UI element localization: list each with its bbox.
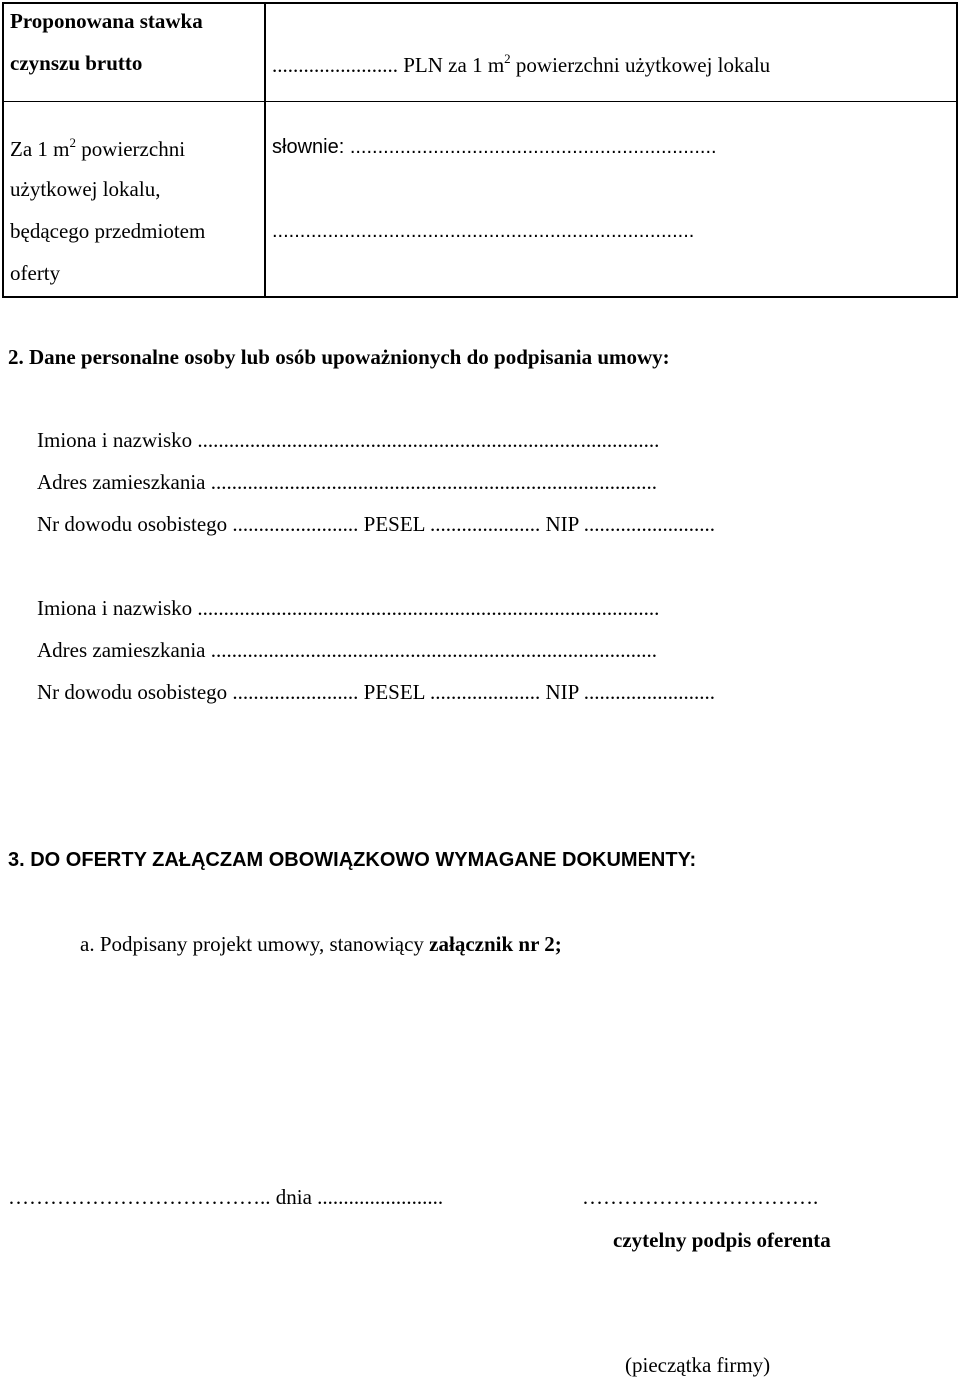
rate-label-line1: Proponowana stawka xyxy=(10,9,203,33)
amount-in-words-continuation[interactable]: ............................................................................ xyxy=(272,220,695,242)
per-m2-prefix: Za 1 m xyxy=(10,137,70,161)
person1-id-field[interactable]: Nr dowodu osobistego ........................ PESEL ..................... NIP ......................... xyxy=(37,512,716,536)
company-stamp-label: (pieczątka firmy) xyxy=(625,1353,771,1377)
place-date-field[interactable]: ……………………………….. dnia ........................ xyxy=(8,1185,444,1209)
per-m2-label-line4: oferty xyxy=(10,261,61,285)
offer-rate-table xyxy=(2,2,958,298)
person2-name-field[interactable]: Imiona i nazwisko ........................................................................................ xyxy=(37,596,660,620)
attachment-item-a-text: a. Podpisany projekt umowy, stanowiący xyxy=(80,932,430,956)
amount-in-words-field[interactable]: słownie: .................................................................. xyxy=(272,136,717,158)
rate-label-line2: czynszu brutto xyxy=(10,51,143,75)
section2-heading: 2. Dane personalne osoby lub osób upoważnionych do podpisania umowy: xyxy=(8,345,670,369)
rate-value-field[interactable] xyxy=(272,53,770,76)
person1-name-field[interactable]: Imiona i nazwisko ........................................................................................ xyxy=(37,428,660,452)
rate-value-sup: 2 xyxy=(504,51,511,66)
person1-address-field[interactable]: Adres zamieszkania ..................................................................................... xyxy=(37,470,658,494)
person2-address-field[interactable]: Adres zamieszkania ..................................................................................... xyxy=(37,638,658,662)
table-row-divider xyxy=(4,101,956,102)
signature-line[interactable]: ……………………………. xyxy=(582,1185,819,1209)
rate-value-suffix: powierzchni użytkowej lokalu xyxy=(510,53,771,77)
section3-heading: 3. DO OFERTY ZAŁĄCZAM OBOWIĄZKOWO WYMAGANE DOKUMENTY: xyxy=(8,849,697,871)
attachment-item-a-ref: załącznik nr 2; xyxy=(429,932,562,956)
attachment-item-a xyxy=(80,934,562,955)
per-m2-label-line1 xyxy=(10,137,185,160)
signature-label: czytelny podpis oferenta xyxy=(613,1228,831,1252)
rate-value-prefix: ........................ PLN za 1 m xyxy=(272,53,505,77)
per-m2-sup: 2 xyxy=(69,135,76,150)
person2-id-field[interactable]: Nr dowodu osobistego ........................ PESEL ..................... NIP ......................... xyxy=(37,680,716,704)
per-m2-suffix: powierzchni xyxy=(75,137,186,161)
per-m2-label-line2: użytkowej lokalu, xyxy=(10,177,161,201)
table-column-divider xyxy=(264,4,266,296)
per-m2-label-line3: będącego przedmiotem xyxy=(10,219,206,243)
